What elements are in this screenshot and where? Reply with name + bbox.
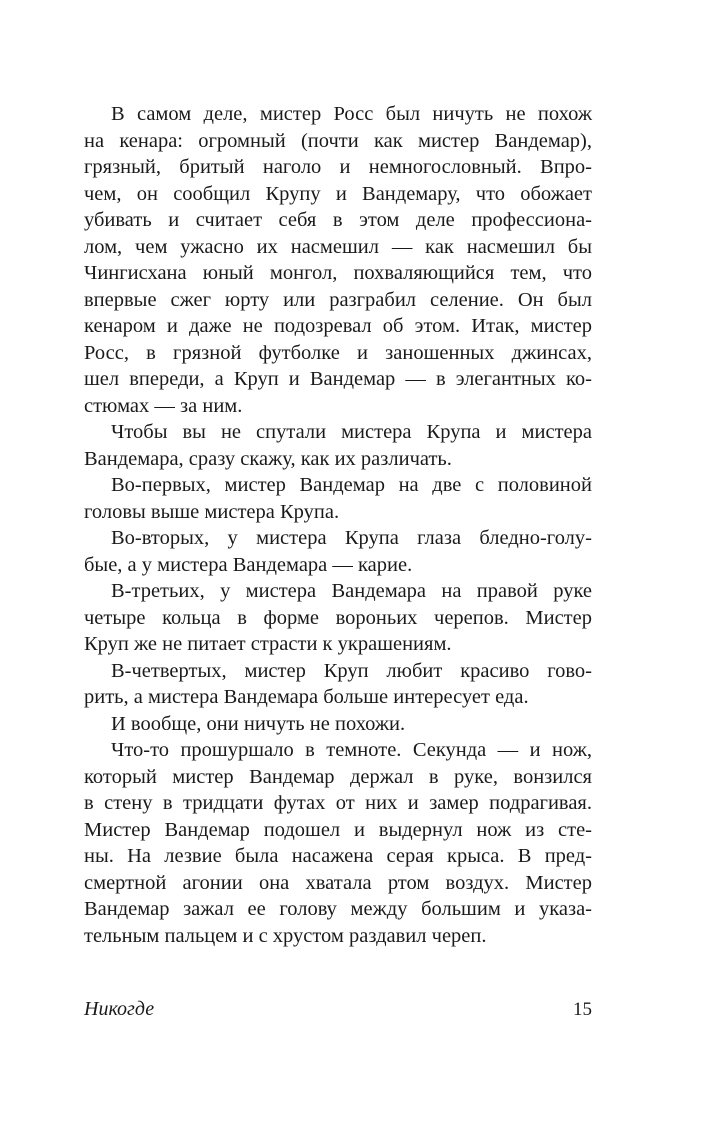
text-line: рить, а мистера Вандемара больше интересует еда.	[84, 686, 529, 708]
text-line: головы выше мистера Крупа.	[84, 500, 340, 523]
text-line: Во-первых, мистер Вандемар на две с половиной	[111, 474, 592, 496]
running-title: Никогде	[84, 998, 155, 1020]
text-line: Вандемар зажал ее голову между большим и указа-	[84, 898, 592, 920]
text-line: смертной агонии она хватала ртом воздух. Мистер	[84, 871, 592, 894]
text-line: Что-то прошуршало в темноте. Секунда — и нож,	[111, 739, 592, 761]
text-line: В самом деле, мистер Росс был ничуть не похож	[111, 103, 592, 125]
text-line: чем, он сообщил Крупу и Вандемару, что обожает	[84, 182, 592, 205]
text-line: бые, а у мистера Вандемара — карие.	[84, 553, 413, 576]
text-line: Вандемара, сразу скажу, как их различать.	[84, 447, 452, 470]
paragraph	[84, 578, 592, 658]
text-line: впервые сжег юрту или разграбил селение. Он был	[84, 288, 592, 311]
paragraph	[84, 711, 592, 738]
text-line: Чтобы вы не спутали мистера Крупа и мистера	[111, 421, 592, 443]
text-line: кенаром и даже не подозревал об этом. Итак, мистер	[84, 315, 592, 337]
paragraph	[84, 419, 592, 472]
text-line: который мистер Вандемар держал в руке, вонзился	[84, 765, 592, 788]
text-line: лом, чем ужасно их насмешил — как насмешил бы	[84, 235, 592, 258]
text-line: стюмах — за ним.	[84, 394, 243, 417]
text-line: в стену в тридцати футах от них и замер подрагивая.	[84, 792, 592, 814]
text-line: шел впереди, а Круп и Вандемар — в элегантных ко-	[84, 368, 592, 390]
text-line: И вообще, они ничуть не похожи.	[111, 712, 406, 735]
paragraph	[84, 737, 592, 949]
page-footer	[84, 997, 592, 1022]
text-line: Круп же не питает страсти к украшениям.	[84, 633, 452, 655]
text-line: ны. На лезвие была насажена серая крыса. В пред-	[84, 845, 592, 867]
text-line: тельным пальцем и с хрустом раздавил череп.	[84, 924, 487, 947]
text-line: Чингисхана юный монгол, похваляющийся тем, что	[84, 262, 592, 284]
text-line: Во-вторых, у мистера Крупа глаза бледно-голу-	[111, 527, 592, 549]
paragraph	[84, 658, 592, 711]
text-line: четыре кольца в форме вороньих черепов. Мистер	[84, 606, 592, 629]
text-line: Мистер Вандемар подошел и выдернул нож из сте-	[84, 818, 592, 841]
text-line: В-третьих, у мистера Вандемара на правой руке	[111, 580, 592, 602]
text-line: грязный, бритый наголо и немногословный. Впро-	[84, 156, 592, 178]
paragraph	[84, 101, 592, 419]
text-line: В-четвертых, мистер Круп любит красиво гово-	[111, 659, 592, 682]
text-line: на кенара: огромный (почти как мистер Вандемар),	[84, 129, 592, 152]
paragraph	[84, 525, 592, 578]
paragraph	[84, 472, 592, 525]
page-number: 15	[573, 999, 592, 1020]
text-line: Росс, в грязной футболке и заношенных джинсах,	[84, 341, 592, 364]
text-line: убивать и считает себя в этом деле профессиона-	[84, 209, 592, 231]
page-text	[84, 101, 592, 949]
